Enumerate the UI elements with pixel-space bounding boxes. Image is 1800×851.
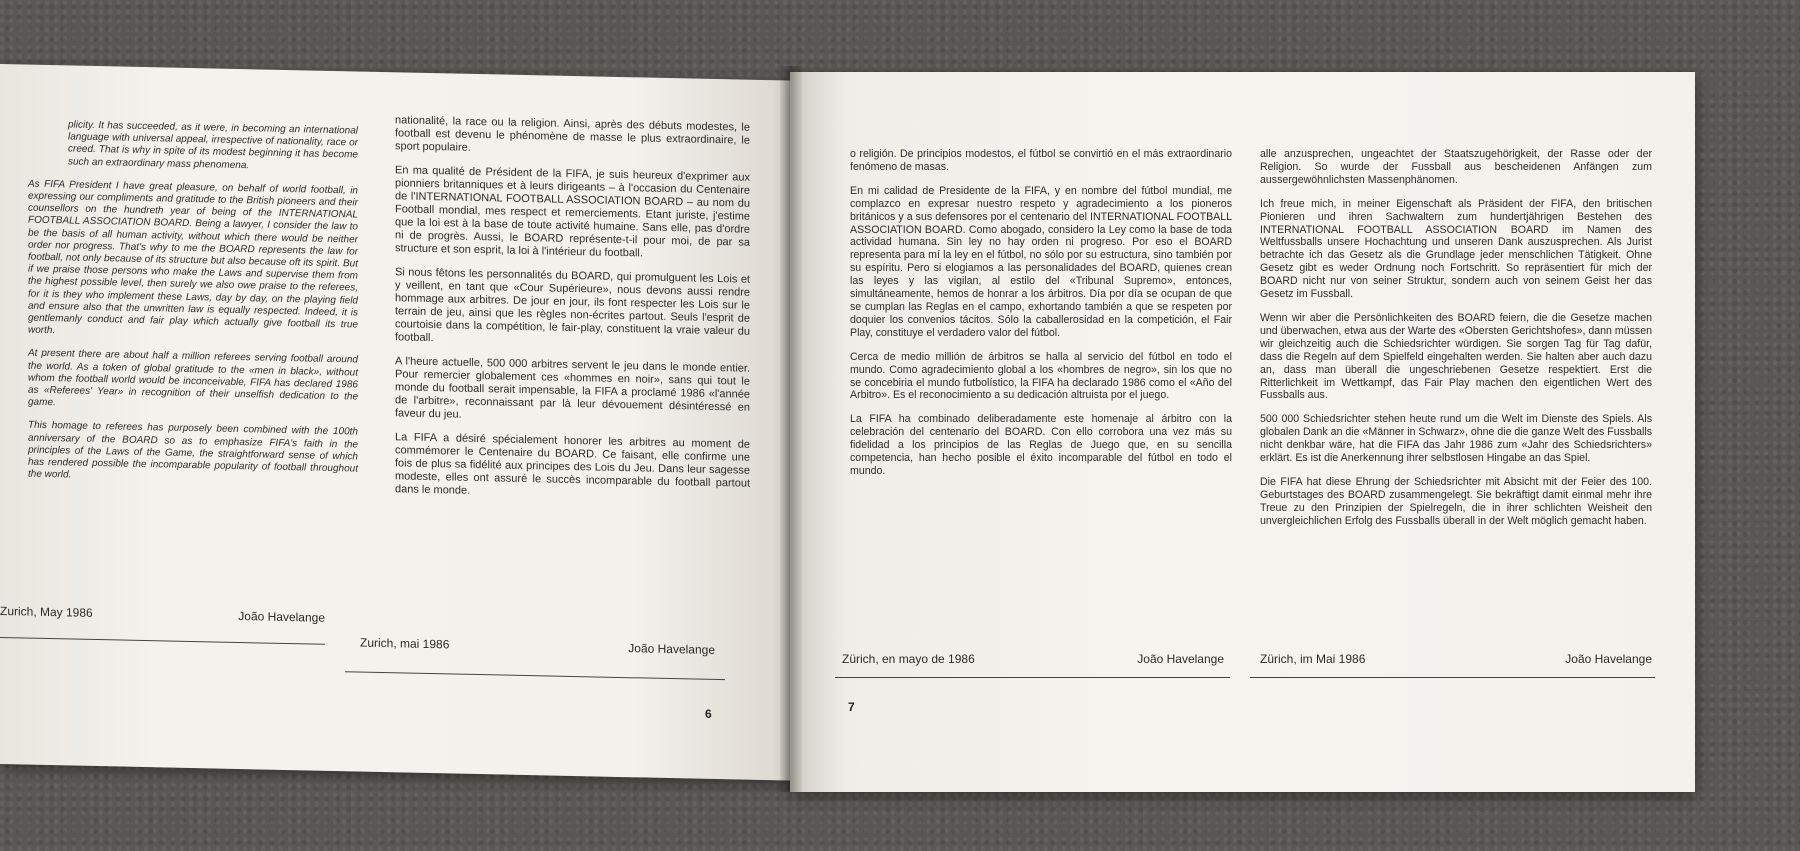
english-paragraph-2: As FIFA President I have great pleasure, on behalf of world football, in expressing our compliments and gratitude to the British pioneers and their counsellors on the hundreth year of being of the INTERNATIONAL FOOTBALL ASSOCIATION BOARD. Being a lawyer, I consider the law to be the basis of all human activity, without which there would be neither order nor progress. That's why to me the BOARD represents the law for football, not only because of its structure but also because oft its spirit. But if we praise those persons who make the Laws and supervise them from the highest possible level, then surely we also owe praise to the referees, for it is they who implement these Laws, day by day, on the playing field and ensure also that the unwritten law is equally respected. Indeed, it is gentlemanly conduct and fair play which actually give football its true worth. xyxy=(28,178,358,337)
left-page xyxy=(0,64,790,781)
french-column xyxy=(395,114,750,514)
german-paragraph-5: Die FIFA hat diese Ehrung der Schiedsrichter mit Absicht mit der Feier des 100. Geburtstages des BOARD zusammengelegt. Sie bekräftigt damit einmal mehr ihre Treue zu den Prinzipien der Spielregeln, die in ihrer schlichten Weisheit den unvergleichlichen Erfolg des Fussballs überall in der Welt möglich gemacht haben. xyxy=(1260,475,1652,527)
english-paragraph-1: plicity. It has succeeded, as it were, in becoming an international language with universal appeal, irrespective of nationality, race or creed. That is why in spite of its modest beginning it has become such an extraordinary mass phenomena. xyxy=(68,119,358,171)
english-paragraph-4: This homage to referees has purposely been combined with the 100th anniversary of the BOARD so as to emphasize FIFA's faith in the principles of the Laws of the Game, the straightforward sense of which has rendered possible the incomparable popularity of football throughout the world. xyxy=(28,420,358,481)
french-place-date: Zurich, mai 1986 xyxy=(360,635,450,652)
german-column xyxy=(1260,148,1652,539)
german-place-date: Zürich, im Mai 1986 xyxy=(1260,652,1366,666)
page-number-right: 7 xyxy=(848,700,855,714)
german-signature-block xyxy=(1260,652,1652,666)
page-number-left: 6 xyxy=(705,706,712,721)
book-spine xyxy=(780,66,802,792)
spanish-column xyxy=(850,148,1232,489)
french-paragraph-1: nationalité, la race ou la religion. Ainsi, après des débuts modestes, le football est devenu le phénomène de masse le plus extraordinaire, le sport populaire. xyxy=(395,114,750,154)
spanish-divider xyxy=(835,677,1230,678)
spanish-paragraph-3: Cerca de medio millión de árbitros se halla al servicio del fútbol en todo el mundo. Como agradecimiento global a los «hombres de negro», sin los que no se concebiria el mundo futbolístico, la FIFA ha declarado 1986 como el «Año del Arbitro». Es el reconocimiento a su dedicación altruista por el juego. xyxy=(850,350,1232,402)
english-signature: João Havelange xyxy=(238,608,325,625)
english-paragraph-3: At present there are about half a million referees serving football around the world. As a token of global gratitude to the «men in black», without whom the football world would be inconceivable, FIFA has declared 1986 as «Referees' Year» in recognition of their unselfish dedication to the game. xyxy=(28,348,358,409)
german-paragraph-3: Wenn wir aber die Persönlichkeiten des BOARD feiern, die die Gesetze machen und überwachen, etwa aus der Warte des «Obersten Gerichtshofes», dann müssen wir gleichzeitig auch die Schiedsrichter würdigen. Sie sorgen Tag für Tag dafür, dass die Regeln auf dem Spielfeld eingehalten werden. Sie halten aber auch dazu an, dass man überall die ungeschriebenen Gesetze respektiert. Erst die Ritterlichkeit im Wettkampf, das Fair Play machen den eigentlichen Wert des Fussballs aus. xyxy=(1260,311,1652,402)
german-paragraph-1: alle anzusprechen, ungeachtet der Staatszugehörigkeit, der Rasse oder der Religion. So wurde der Fussball aus bescheidenen Anfängen zum aussergewöhnlichsten Massenphänomen. xyxy=(1260,148,1652,186)
english-place-date: Zurich, May 1986 xyxy=(0,604,93,620)
french-signature-block xyxy=(360,636,715,657)
english-signature-block xyxy=(0,604,325,625)
spanish-place-date: Zürich, en mayo de 1986 xyxy=(842,652,975,666)
english-divider xyxy=(0,637,325,645)
spanish-paragraph-4: La FIFA ha combinado deliberadamente este homenaje al árbitro con la celebración del centenario del BOARD. Con ello corrobora una vez más su fidelidad a los principios de las Reglas de Juego que, en su sencilla competencia, han hecho posible el éxito incomparable del fútbol en todo el mundo. xyxy=(850,413,1232,477)
spanish-paragraph-1: o religión. De principios modestos, el fútbol se convirtió en el más extraordinario fenómeno de masas. xyxy=(850,148,1232,173)
spanish-signature: João Havelange xyxy=(1137,652,1224,666)
french-paragraph-4: A l'heure actuelle, 500 000 arbitres servent le jeu dans le monde entier. Pour remercier globalement ces «hommes en noir», sans qui tout le monde du football serait impensable, la FIFA a proclamé 1986 «l'année de l'arbitre», reconnaissant par là leur dévouement désintéressé en faveur du jeu. xyxy=(395,355,750,421)
spanish-signature-block xyxy=(842,652,1224,666)
german-divider xyxy=(1250,677,1655,678)
right-page xyxy=(790,72,1695,792)
german-paragraph-2: Ich freue mich, in meiner Eigenschaft als Präsident der FIFA, den britischen Pionieren und ihren Sachwaltern zum hundertjährigen Bestehen des INTERNATIONAL FOOTBALL ASSOCIATION BOARD im Namen des Weltfussballs unsere Hochachtung und unseren Dank auszusprechen. Als Jurist betrachte ich das Gesetz als die Grundlage jeder menschlichen Tätigkeit. Ohne Gesetz gibt es weder Ordnung noch Fortschritt. So repräsentiert für mich der BOARD nicht nur von seiner Struktur, sondern auch von seinem Geist her das Gesetz im Fussball. xyxy=(1260,197,1652,301)
german-paragraph-4: 500 000 Schiedsrichter stehen heute rund um die Welt im Dienste des Spiels. Als globalen Dank an die «Männer in Schwarz», ohne die die ganze Welt des Fussballs nicht denkbar wäre, hat die FIFA das Jahr 1986 zum «Jahr des Schiedsrichters» erklärt. Es ist die Anerkennung ihrer selbstlosen Hingabe an das Spiel. xyxy=(1260,413,1653,465)
french-signature: João Havelange xyxy=(628,641,715,657)
german-signature: João Havelange xyxy=(1565,652,1652,666)
french-paragraph-3: Si nous fêtons les personnalités du BOARD, qui promulguent les Lois et y veillent, en tant que «Cour Supérieure», nous devons aussi rendre hommage aux arbitres. De jour en jour, ils font respecter les Lois sur le terrain de jeu, ainsi que les règles non-écrites partout. Seuls l'esprit de courtoisie dans la compétition, le fair-play, constituent la vraie valeur du football. xyxy=(395,266,750,345)
french-paragraph-5: La FIFA a désiré spécialement honorer les arbitres au moment de commémorer le Centenaire du BOARD. Ce faisant, elle confirme une fois de plus sa fidélité aux principes des Lois du Jeu. Dans leur sagesse modeste, elles ont assuré le succès incomparable du football partout dans le monde. xyxy=(395,431,750,497)
french-divider xyxy=(345,671,725,680)
french-paragraph-2: En ma qualité de Président de la FIFA, je suis heureux d'exprimer aux pionniers britanniques et à leurs dirigeants – à l'occasion du Centenaire de l'INTERNATIONAL FOOTBALL ASSOCIATION BOARD – au nom du Football mondial, mes respect et remerciements. Etant juriste, j'estime que la loi est à la base de toute activité humaine. Sans elle, pas d'ordre ni de progrès. Aussi, le BOARD représente-t-il pour moi, de par sa structure et son esprit, la loi à l'intérieur du football. xyxy=(395,164,750,260)
spanish-paragraph-2: En mi calidad de Presidente de la FIFA, y en nombre del fútbol mundial, me complazco en expresar nuestro respeto y agradecimiento a los pioneros británicos y a sus defensores por el centenario del INTERNATIONAL FOOTBALL ASSOCIATION BOARD. Como abogado, considero la Ley como la base de toda actividad humana. Sin ley no hay orden ni progreso. Por eso el BOARD representa para mí la ley en el fútbol, no sólo por su estructura, sino también por su espíritu. Pero si elogiamos a las personalidades del BOARD, quienes crean las leyes y las vigilan, al estilo del «Tribunal Supremo», entonces, simultáneamente, hemos de honrar a los árbitros. Día por día se ocupan de que se cumplan las Reglas en el campo, exhortando también a que se respeten por doquier los convenios tácitos. Sólo la caballerosidad en la competición, el Fair Play, constituye el verdadero valor del fútbol. xyxy=(850,184,1232,339)
english-column xyxy=(28,119,358,499)
